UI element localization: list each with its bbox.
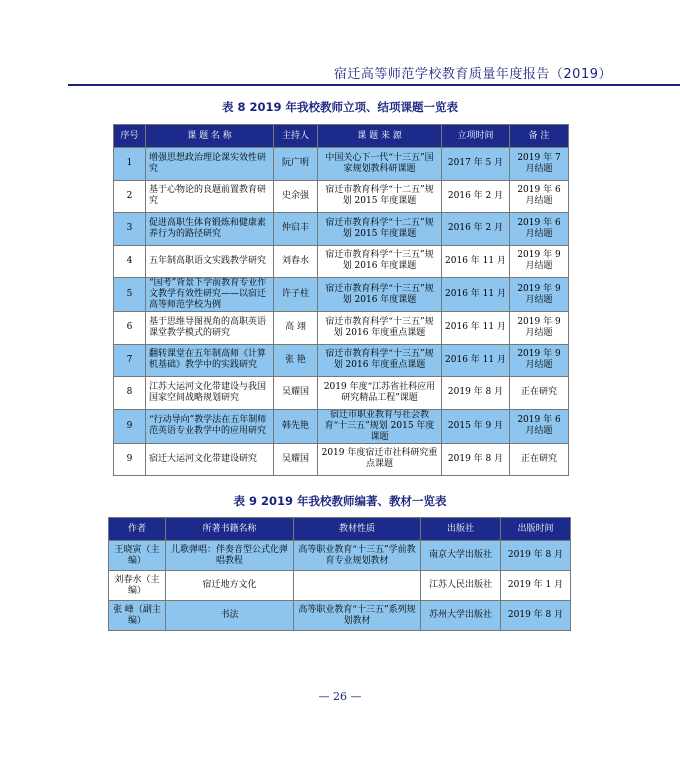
cell-note: 正在研究 [510, 377, 569, 410]
cell-date: 2016 年 11 月 [442, 278, 510, 312]
cell-source: 2019 年度宿迁市社科研究重点课题 [318, 443, 442, 476]
table-header-row [114, 125, 569, 148]
cell-host: 阮广明 [274, 148, 318, 181]
cell-book: 宿迁地方文化 [166, 571, 294, 601]
cell-name: “行动导向”教学法在五年制师范英语专业教学中的应用研究 [146, 409, 274, 443]
cell-no: 8 [114, 377, 146, 410]
cell-note: 正在研究 [510, 443, 569, 476]
cell-no: 1 [114, 148, 146, 181]
cell-date: 2019 年 8 月 [442, 443, 510, 476]
cell-source: 2019 年度“江苏省社科应用研究精品工程”课题 [318, 377, 442, 410]
cell-no: 9 [114, 409, 146, 443]
cell-no: 3 [114, 213, 146, 246]
header-divider [68, 84, 680, 86]
cell-note: 2019 年 9 月结题 [510, 278, 569, 312]
cell-note: 2019 年 9 月结题 [510, 245, 569, 278]
cell-name: 五年制高职语文实践教学研究 [146, 245, 274, 278]
cell-nature: 高等职业教育“十三五”学前教育专业规划教材 [294, 541, 421, 571]
table-row [114, 409, 569, 443]
cell-source: 宿迁市教育科学“十三五”规划 2016 年度重点课题 [318, 312, 442, 345]
column-header-nature: 教材性质 [294, 518, 421, 541]
cell-publisher: 苏州大学出版社 [421, 601, 501, 631]
page-number: — 26 — [318, 690, 362, 703]
table-row [114, 180, 569, 213]
table-row [114, 278, 569, 312]
cell-host: 许子柱 [274, 278, 318, 312]
cell-source: 宿迁市职业教育与社会教育“十三五”规划 2015 年度课题 [318, 409, 442, 443]
textbooks-table [108, 517, 571, 631]
table-row [114, 377, 569, 410]
cell-name: 翻转课堂在五年制高师《计算机基础》教学中的实践研究 [146, 344, 274, 377]
cell-name: 增强思想政治理论课实效性研究 [146, 148, 274, 181]
table-header-row [109, 518, 571, 541]
cell-no: 4 [114, 245, 146, 278]
cell-publisher: 江苏人民出版社 [421, 571, 501, 601]
cell-date: 2019 年 8 月 [442, 377, 510, 410]
cell-no: 6 [114, 312, 146, 345]
cell-source: 宿迁市教育科学“十三五”规划 2016 年度重点课题 [318, 344, 442, 377]
table8-caption: 表 8 2019 年我校教师立项、结项课题一览表 [221, 100, 459, 114]
cell-host: 吴耀国 [274, 377, 318, 410]
cell-author: 张 峰（副主编） [109, 601, 166, 631]
cell-nature: 高等职业教育“十三五”系列规划教材 [294, 601, 421, 631]
table-row [114, 148, 569, 181]
column-header-no: 序号 [114, 125, 146, 148]
table9-caption: 表 9 2019 年我校教师编著、教材一览表 [233, 494, 447, 508]
cell-source: 宿迁市教育科学“十三五”规划 2016 年度课题 [318, 278, 442, 312]
cell-no: 5 [114, 278, 146, 312]
cell-book: 儿歌弹唱：伴奏音型公式化弹唱教程 [166, 541, 294, 571]
cell-source: 宿迁市教育科学“十二五”规划 2015 年度课题 [318, 213, 442, 246]
cell-book: 书法 [166, 601, 294, 631]
table-row [114, 312, 569, 345]
cell-note: 2019 年 9 月结题 [510, 344, 569, 377]
column-header-note: 备 注 [510, 125, 569, 148]
cell-name: “国考”背景下学前教育专业作文教学有效性研究——以宿迁高等师范学校为例 [146, 278, 274, 312]
cell-nature [294, 571, 421, 601]
cell-host: 张 艳 [274, 344, 318, 377]
cell-pubdate: 2019 年 8 月 [501, 601, 571, 631]
cell-name: 促进高职生体育锻炼和健康素养行为的路径研究 [146, 213, 274, 246]
cell-name: 基于思维导图视角的高职英语课堂教学模式的研究 [146, 312, 274, 345]
cell-host: 仲启丰 [274, 213, 318, 246]
cell-date: 2016 年 2 月 [442, 180, 510, 213]
cell-note: 2019 年 9 月结题 [510, 312, 569, 345]
cell-name: 宿迁大运河文化带建设研究 [146, 443, 274, 476]
cell-host: 吴耀国 [274, 443, 318, 476]
column-header-source: 课 题 来 源 [318, 125, 442, 148]
cell-date: 2016 年 11 月 [442, 344, 510, 377]
table-row [109, 571, 571, 601]
column-header-name: 课 题 名 称 [146, 125, 274, 148]
cell-no: 7 [114, 344, 146, 377]
table-row [114, 213, 569, 246]
cell-source: 中国关心下一代“十三五”国家规划教科研课题 [318, 148, 442, 181]
cell-note: 2019 年 6 月结题 [510, 213, 569, 246]
cell-note: 2019 年 7 月结题 [510, 148, 569, 181]
cell-pubdate: 2019 年 8 月 [501, 541, 571, 571]
column-header-pubdate: 出版时间 [501, 518, 571, 541]
column-header-date: 立项时间 [442, 125, 510, 148]
column-header-publisher: 出版社 [421, 518, 501, 541]
column-header-author: 作者 [109, 518, 166, 541]
cell-author: 刘春水（主编） [109, 571, 166, 601]
table-row [114, 245, 569, 278]
cell-host: 史余强 [274, 180, 318, 213]
cell-author: 王晓寅（主编） [109, 541, 166, 571]
cell-no: 2 [114, 180, 146, 213]
report-header-title: 宿迁高等师范学校教育质量年度报告（2019） [333, 67, 612, 82]
cell-pubdate: 2019 年 1 月 [501, 571, 571, 601]
cell-note: 2019 年 6 月结题 [510, 409, 569, 443]
table-row [114, 344, 569, 377]
cell-host: 高 翊 [274, 312, 318, 345]
cell-publisher: 南京大学出版社 [421, 541, 501, 571]
cell-host: 刘春水 [274, 245, 318, 278]
cell-name: 江苏大运河文化带建设与我国国家空间战略规划研究 [146, 377, 274, 410]
cell-host: 韩先艳 [274, 409, 318, 443]
cell-date: 2016 年 2 月 [442, 213, 510, 246]
cell-date: 2016 年 11 月 [442, 245, 510, 278]
research-projects-table [113, 124, 569, 476]
table-row [114, 443, 569, 476]
cell-date: 2016 年 11 月 [442, 312, 510, 345]
column-header-book: 所著书籍名称 [166, 518, 294, 541]
cell-source: 宿迁市教育科学“十三五”规划 2016 年度课题 [318, 245, 442, 278]
cell-no: 9 [114, 443, 146, 476]
cell-note: 2019 年 6 月结题 [510, 180, 569, 213]
table-row [109, 541, 571, 571]
column-header-host: 主持人 [274, 125, 318, 148]
table-row [109, 601, 571, 631]
cell-date: 2015 年 9 月 [442, 409, 510, 443]
cell-date: 2017 年 5 月 [442, 148, 510, 181]
cell-source: 宿迁市教育科学“十二五”规划 2015 年度课题 [318, 180, 442, 213]
cell-name: 基于心物论的良题前置教育研究 [146, 180, 274, 213]
